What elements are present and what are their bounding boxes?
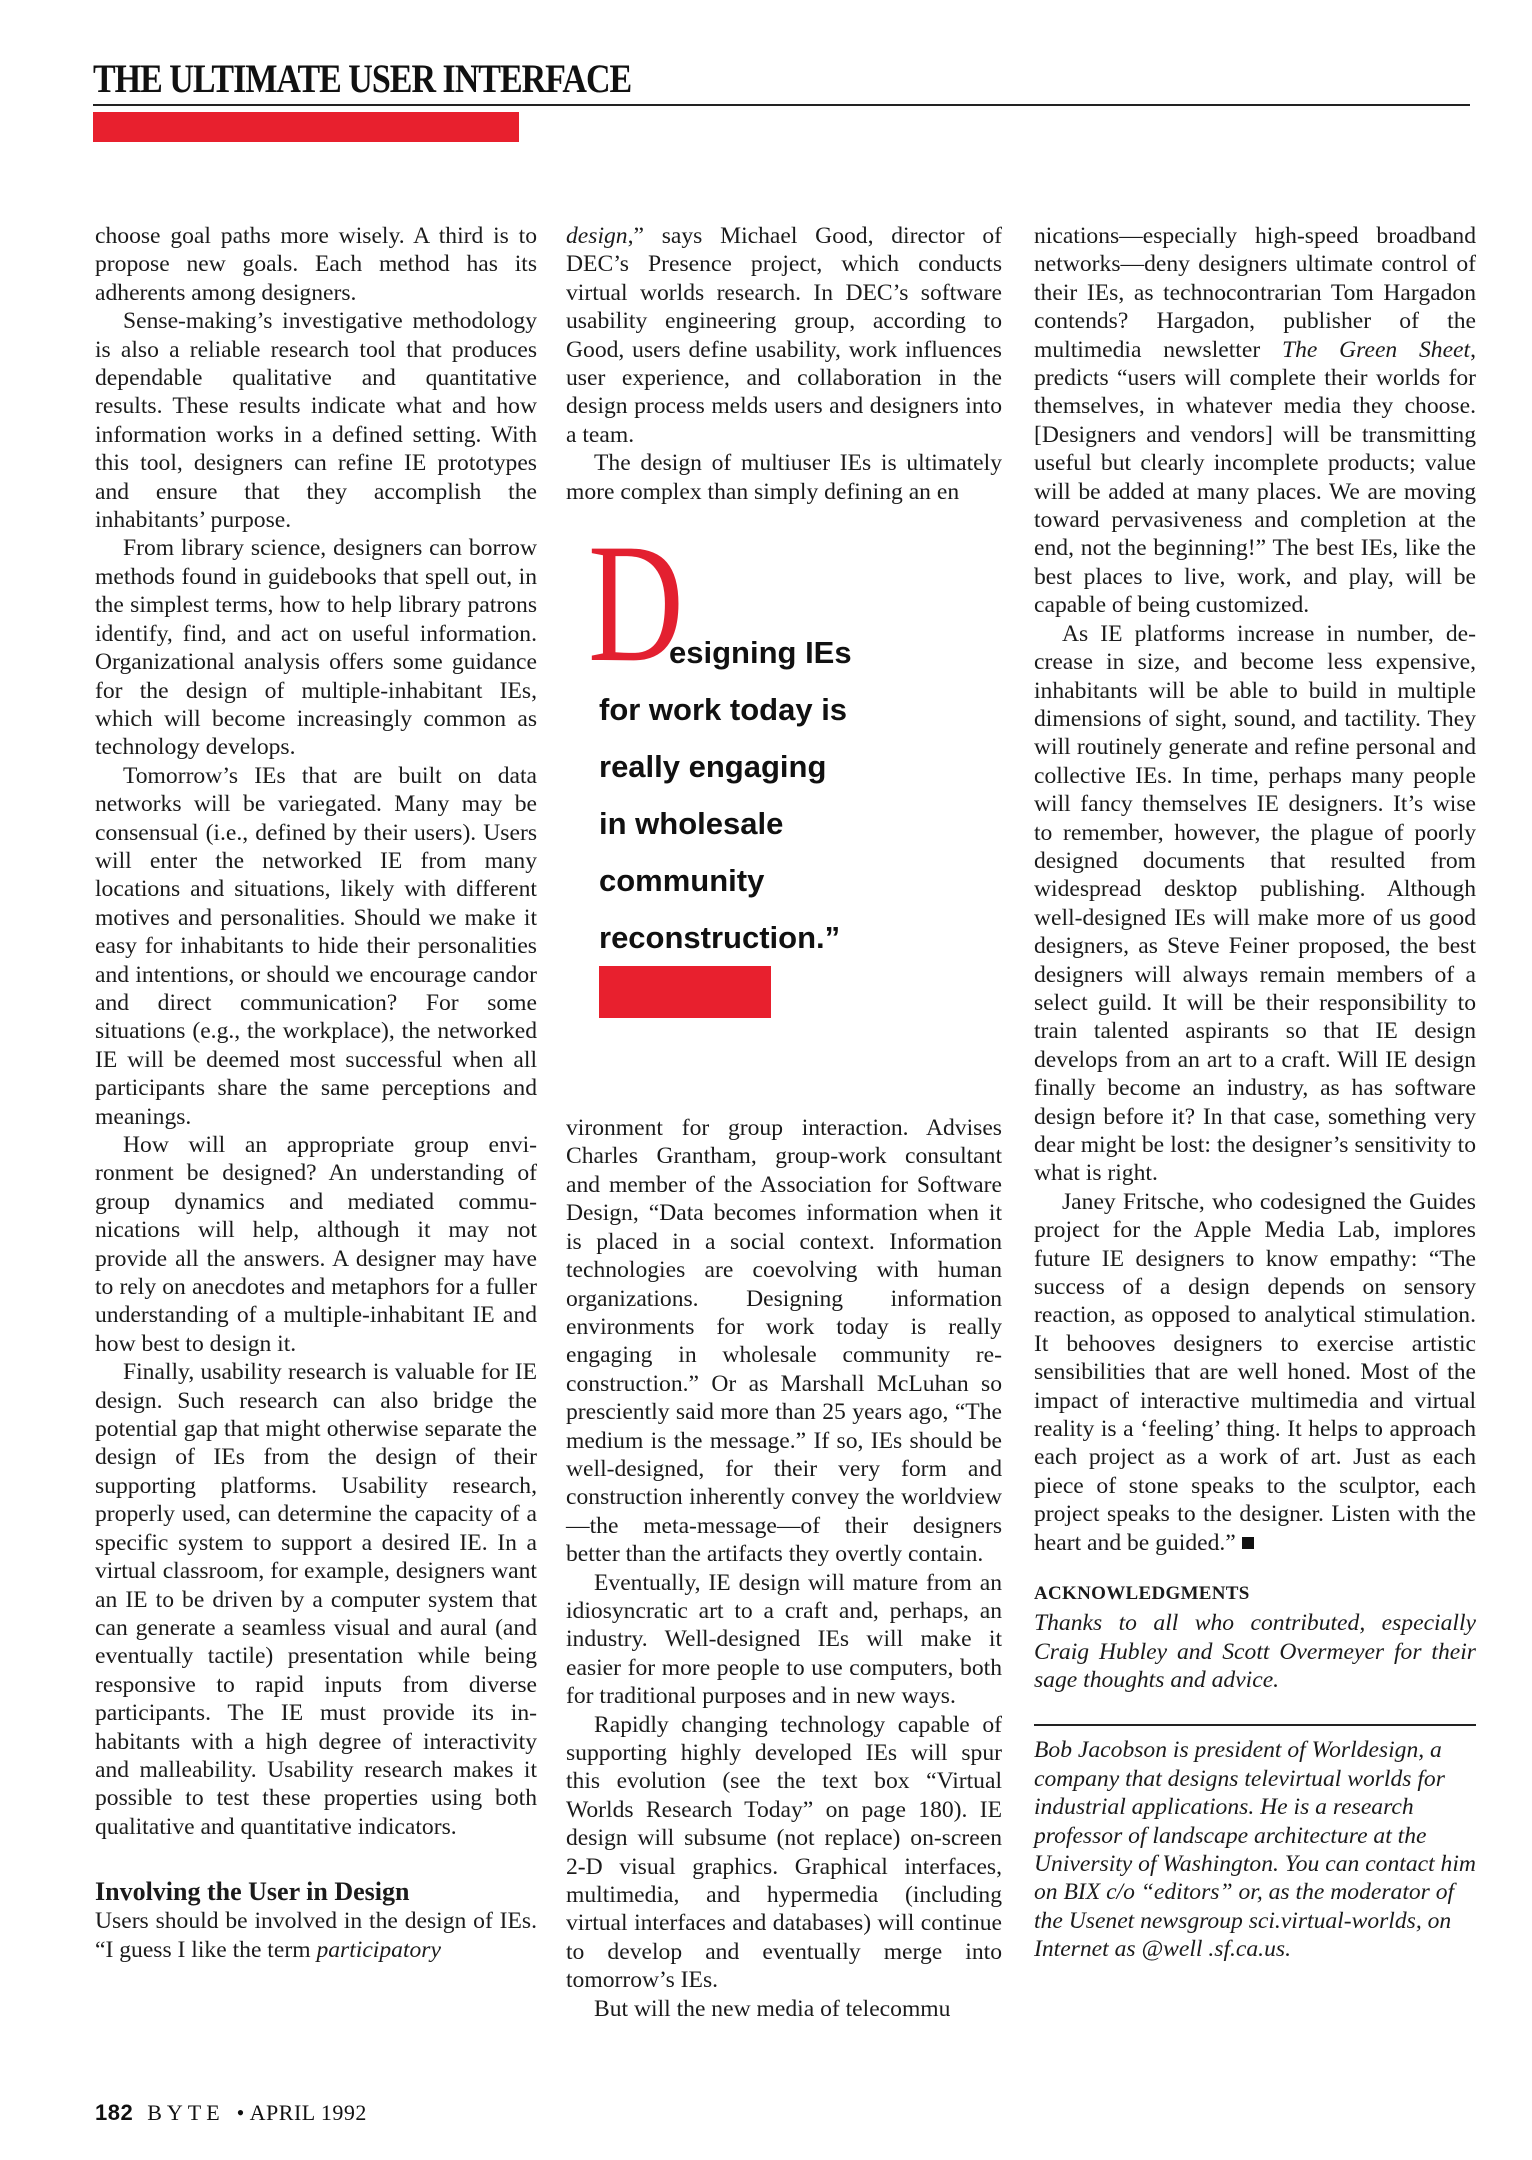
paragraph-text: nications—especially high-speed broadband networks—deny designers ultimate control of their IEs, as technocontrarian Tom Hargadon contends? Hargadon, publisher of the multimedia newsletter: [1034, 223, 1476, 363]
paragraph: Eventually, IE design will mature from an idiosyncratic art to a craft and, perhaps, an industry. Well-designed IEs will make it easier for more people to use computers, both for traditional purposes and in new ways.: [566, 1569, 1002, 1710]
paragraph: From library science, designers can borrow methods found in guidebooks that spell out, in the simplest terms, how to help library patrons identify, find, and act on useful information. Organizational analysis offers some guidance for the design of multiple-inhabitant IEs, which will become increasingly common as technology develops.: [95, 535, 537, 761]
paragraph: But will the new media of telecommu: [594, 1995, 951, 2022]
page-footer: [95, 2100, 367, 2126]
paragraph: Rapidly changing technology capable of supporting highly developed IEs will spur this evolution (see the text box “Virtual Worlds Research Today” on page 180). IE design will subsume (not replace) on-screen 2-D visual graphics. Graphical interfaces, multimedia, and hypermedia (including virtual interfaces and databases) will continue to develop and eventually merge into tomorrow’s IEs.: [566, 1711, 1002, 1994]
acknowledgments-heading: ACKNOWLEDGMENTS: [1034, 1583, 1250, 1605]
article-column-1: [95, 222, 537, 2092]
paragraph-text: Users should be involved in the design of IEs. “I guess I like the term: [95, 1908, 537, 1963]
paragraph: [95, 1907, 537, 1964]
footer-separator: •: [236, 2100, 245, 2125]
pull-quote-line: reconstruction.”: [599, 920, 841, 956]
paragraph-text: ,” says Michael Good, director of DEC’s Presence project, which conducts virtual worlds research. In DEC’s software usability engineering group, according to Good, users define usability, work influences user experience, and collaboration in the design process melds users and designers into a team.: [566, 223, 1002, 448]
issue-date: APRIL 1992: [249, 2100, 367, 2125]
pull-quote-line: esigning IEs: [669, 635, 852, 671]
pull-quote-line: in wholesale: [599, 806, 784, 842]
paragraph: vironment for group interaction. Advises Charles Grantham, group-work consultant and member of the Association for Software Design, “Data becomes information when it is placed in a social context. Information technologies are coevolving with human organizations. Designing information environments for work today is really engaging in wholesale community reconstruction.” Or as Marshall McLuhan so presciently said more than 25 years ago, “The medium is the message.” If so, IEs should be well-designed, for their very form and construction inherently convey the worldview—the meta-message—of their designers better than the artifacts they overtly contain.: [566, 1115, 1002, 1568]
pull-quote-text: [599, 624, 959, 966]
paragraph: How will an appropriate group environment be designed? An understanding of group dynamics and mediated communications will help, although it may not provide all the answers. A designer may have to rely on anecdotes and metaphors for a fuller understanding of a multiple-inhabitant IE and how best to design it.: [95, 1132, 537, 1357]
pull-quote-line: really engaging: [599, 749, 827, 785]
paragraph: Finally, usability research is valuable for IE design. Such research can also bridge the potential gap that might otherwise separate the design of IEs from the design of their supporting platforms. Usability research, properly used, can determine the capacity of a specific system to support a desired IE. In a virtual classroom, for example, designers want an IE to be driven by a computer system that can generate a seamless visual and aural (and eventually tactile) presentation while being responsive to rapid inputs from diverse participants. The IE must provide its inhabitants with a high degree of interactivity and malleability. Usability research makes it possible to test these properties using both qualitative and quantitative indicators.: [95, 1359, 537, 1840]
italic-term: participatory: [316, 1936, 441, 1963]
page-number: 182: [95, 2100, 134, 2125]
paragraph: choose goal paths more wisely. A third is to propose new goals. Each method has its adherents among designers.: [95, 223, 537, 306]
pull-quote-line: for work today is: [599, 692, 848, 728]
pull-quote-line: community: [599, 863, 765, 899]
paragraph: Sense-making’s investigative methodology is also a reliable research tool that produces dependable qualitative and quantitative results. These results indicate what and how information works in a defined setting. With this tool, designers can refine IE prototypes and ensure that they accomplish the inhabitants’ purpose.: [95, 308, 537, 534]
end-mark-icon: [1242, 1537, 1254, 1549]
paragraph: The design of multiuser IEs is ultimately more complex than simply defining an en: [566, 450, 1002, 505]
article-column-3: [1034, 222, 1476, 2092]
header-accent-bar: [93, 112, 519, 142]
pull-quote-drop-cap: D: [588, 509, 684, 698]
bio-divider: [1034, 1724, 1476, 1726]
acknowledgments-text: Thanks to all who contributed, especially Craig Hubley and Scott Overmeyer for their sage thoughts and advice.: [1034, 1610, 1476, 1693]
subheading-involving-user: Involving the User in Design: [95, 1877, 410, 1907]
paragraph: [1034, 1188, 1476, 1557]
paragraph: [1034, 222, 1476, 620]
header-rule: [93, 104, 1470, 106]
pull-quote-accent-bar: [599, 966, 771, 1018]
author-bio: Bob Jacobson is president of Worldesign, a company that designs televirtual worlds for industrial applications. He is a research professor of landscape architecture at the University of Washington. You can contact him on BIX c/o “editors” or, as the moderator of the Usenet newsgroup sci.virtual-worlds, on Internet as @well .sf.ca.us.: [1034, 1737, 1476, 1963]
paragraph: [566, 222, 1002, 449]
article-column-2: [566, 222, 1002, 2092]
section-header-title: THE ULTIMATE USER INTERFACE: [93, 58, 632, 102]
magazine-name: BYTE: [147, 2100, 225, 2125]
italic-title: The Green Sheet: [1281, 336, 1471, 363]
paragraph: As IE platforms increase in number, decrease in size, and become less expensive, inhabitants will be able to build in multiple dimensions of sight, sound, and tactility. They will routinely generate and refine personal and collective IEs. In time, perhaps many people will fancy themselves IE designers. It’s wise to remember, however, the plague of poorly designed documents that resulted from widespread desktop publishing. Although well-designed IEs will make more of us good designers, as Steve Feiner proposed, the best designers will always remain members of a select guild. It will be their responsibility to train talented aspirants so that IE design develops from an art to a craft. Will IE design finally become an industry, as has software design before it? In that case, something very dear might be lost: the designer’s sensitivity to what is right.: [1034, 620, 1476, 1187]
paragraph-text: Janey Fritsche, who codesigned the Guides project for the Apple Media Lab, implores future IE designers to know empathy: “The success of a design depends on sensory reaction, as opposed to analytical stimulation. It behooves designers to exercise artistic sensibilities that are well honed. Most of the impact of interactive multimedia and virtual reality is a ‘feeling’ thing. It helps to approach each project as a work of art. Just as each piece of stone speaks to the sculptor, each project speaks to the designer. Listen with the heart and be guided.”: [1034, 1188, 1476, 1556]
italic-term: design: [566, 223, 628, 249]
pull-quote: [566, 509, 1002, 1108]
paragraph: Tomorrow’s IEs that are built on data networks will be variegated. Many may be consensual (i.e., defined by their users). Users will enter the networked IE from many locations and situations, likely with different motives and personalities. Should we make it easy for inhabitants to hide their personalities and intentions, or should we encourage candor and direct communication? For some situations (e.g., the workplace), the networked IE will be deemed most successful when all participants share the same perceptions and meanings.: [95, 762, 537, 1130]
paragraph-text: , predicts “users will complete their worlds for themselves, in whatever media they choose. [Designers and vendors] will be transmitting useful but clearly incomplete products; value will be added at many places. We are moving toward pervasiveness and completion at the end, not the beginning!” The best IEs, like the best places to live, work, and play, will be capable of being customized.: [1034, 336, 1476, 619]
